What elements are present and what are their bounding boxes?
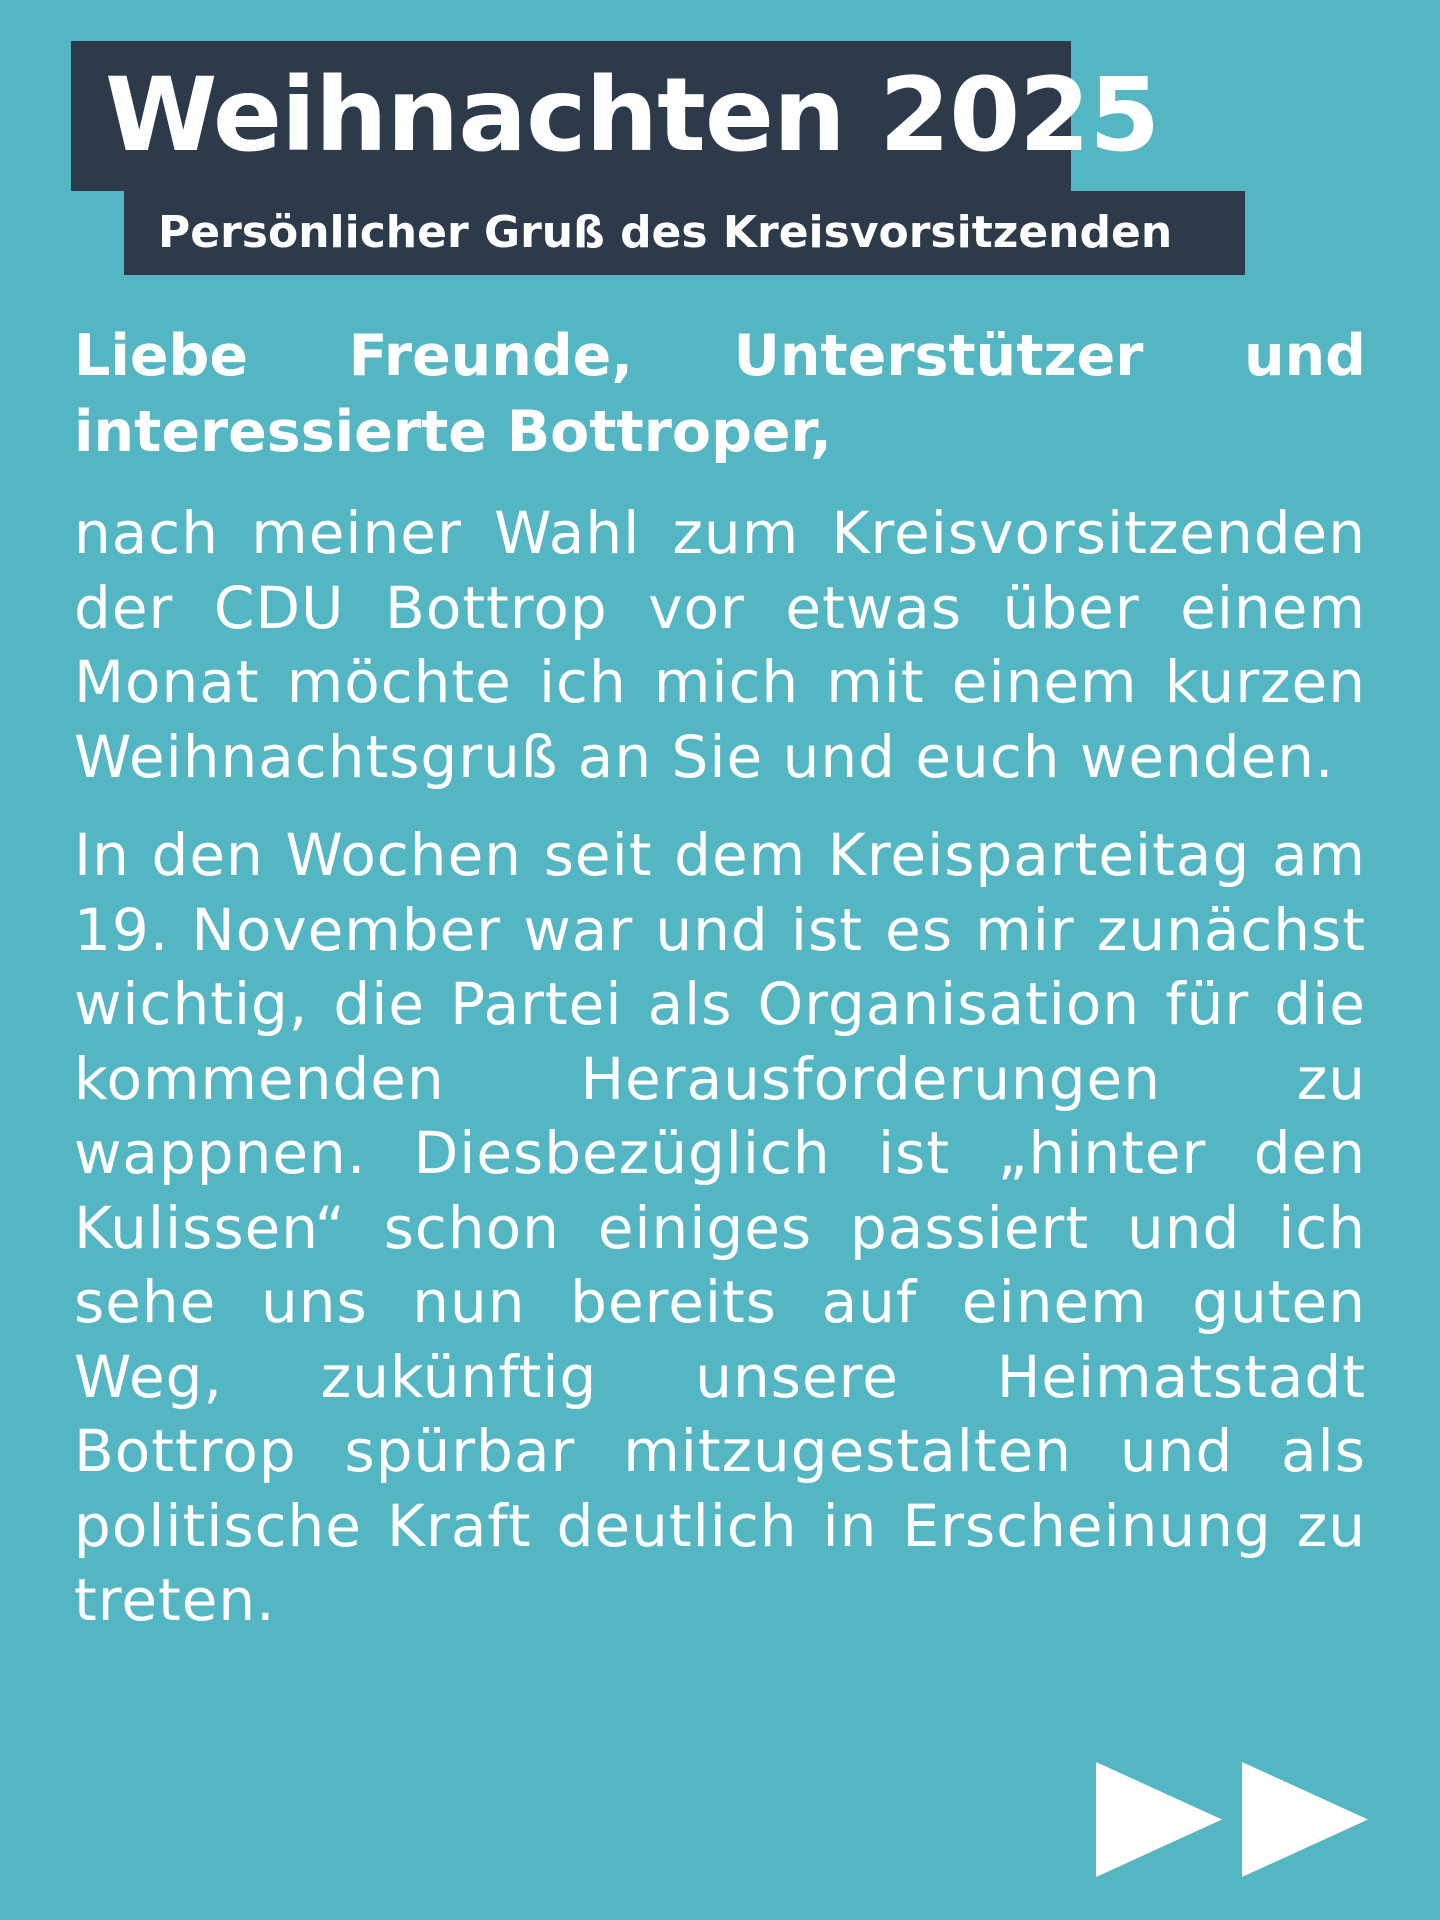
fast-forward-icon	[1096, 1762, 1368, 1877]
letter-paragraph-1: nach meiner Wahl zum Kreisvorsitzenden der CDU Bottrop vor etwas über einem Monat möchte ich mich mit einem kurzen Weihnachtsgruß an Sie und euch wenden.	[74, 499, 1366, 791]
next-page-button[interactable]	[1096, 1762, 1368, 1877]
letter-paragraph-2: In den Wochen seit dem Kreisparteitag am 19. November war und ist es mir zunächst wichtig, die Partei als Organisation für die kommenden Herausforderungen zu wappnen. Diesbezüglich ist „hinter den Kulissen“ schon einiges passiert und ich sehe uns nun bereits auf einem guten Weg, zukünftig unsere Heimatstadt Bottrop spürbar mitzugestalten und als politische Kraft deutlich in Erscheinung zu treten.	[74, 821, 1366, 1634]
title-banner	[71, 41, 1160, 191]
letter-salutation: Liebe Freunde, Unterstützer und interessierte Bottroper,	[74, 323, 1366, 465]
subtitle-banner	[124, 191, 1245, 275]
page-subtitle: Persönlicher Gruß des Kreisvorsitzenden	[158, 207, 1173, 258]
page-title: Weihnachten 2025	[105, 56, 1160, 175]
letter-body	[74, 318, 1366, 1662]
